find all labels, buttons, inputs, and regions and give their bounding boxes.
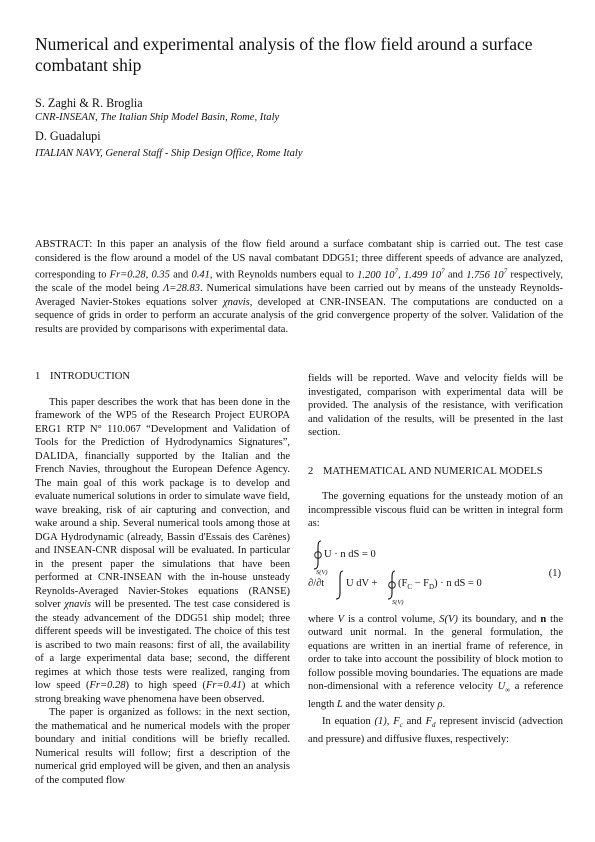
section-heading-models xyxy=(308,465,563,479)
equation-2-volume-term: U dV + xyxy=(346,577,378,589)
model-scale: Λ=28.83 xyxy=(162,283,201,294)
intro-paragraph-1: This paper describes the work that has been done in the framework of the WP5 of the Research Project EUROPA ERG1 RTP N° 110.067 “Development and Validation of Tools for the Prediction of Hydrodynamics Signatures”, DALIDA, financially supported by the Italian and the French Navies, throughout the European Defence Agency. The main goal of this work package is to develop and evaluate numerical solutions in order to simulate wave field, wave breaking, risk of air capturing and convection, and wake around a ship. Several numerical tools among those at DGA Hydrodynamic (already, Bassin d'Essais des Carènes) and INSEAN-CNR disposal will be evaluated. In particular in the present paper the simulations that have been performed at CNR-INSEAN with the in-house unsteady Reynolds-Averaged Navier-Stokes equations (RANSE) solver χnavis will be presented. The test case considered is the steady advancement of the DDG51 ship model; three different speeds will be investigated. The choice of this test is ascribed to two main reasons: first of all, the availability of a large experimental data base; second, the different regimes at which those tests were realized, ranging from low speed (Fr=0.28) to high speed (Fr=0.41) at which strong breaking wave phenomena have been observed. xyxy=(35,396,290,705)
right-column xyxy=(308,372,563,746)
paper-title: Numerical and experimental analysis of the flow field around a surface combatant ship xyxy=(35,34,533,75)
author-names-2: D. Guadalupi xyxy=(35,129,101,143)
models-paragraph-1: The governing equations for the unsteady motion of an incompressible viscous fluid can be written in integral form as: xyxy=(308,491,563,529)
solver-name: χnavis xyxy=(222,296,250,308)
abstract-text: and xyxy=(444,269,467,281)
abstract-text: In this paper an analysis of the flow field around a surface combatant ship is carried out. The test case considered is the flow around a model of the US naval combatant DDG51; three different speeds of advance are analyzed, corresponding to xyxy=(35,239,563,281)
froude-value: 0.41 xyxy=(191,269,210,281)
solver-name: χnavis xyxy=(64,599,92,610)
intro-paragraph-2: The paper is organized as follows: in the next section, the mathematical and he numerical models with the proper boundary and initial conditions will be briefly recalled. Numerical results will follow; first a description of the numerical grid employed will be given, and then an analysis of the computed flow xyxy=(35,707,290,786)
abstract-text: . Numerical simulations have been carried out by means of the unsteady Reynolds-Averaged Navier-Stokes equations solver xyxy=(35,283,563,308)
abstract xyxy=(35,238,563,336)
equation-number: (1) xyxy=(548,567,561,579)
author-names-1: S. Zaghi & R. Broglia xyxy=(35,96,143,110)
equation-1 xyxy=(308,539,563,605)
models-paragraph-2: where V is a control volume, S(V) its boundary, and n the outward unit normal. In the general formulation, the equations are written in an inertial frame of reference, in order to take into account the possibility of block motion to follow possible moving boundaries. The equations are made non-dimensional with a reference velocity $U_\infty$ a reference length L and the water density ρ. xyxy=(308,613,563,710)
reynolds-2: 1.499 $10^7$ xyxy=(403,267,445,281)
equation-1-term: U · n dS = 0 xyxy=(324,548,376,560)
abstract-text: and xyxy=(169,269,192,281)
section-number: 2 xyxy=(308,465,314,477)
equation-2-subscript: S(V) xyxy=(392,598,404,606)
equation-2-time-derivative: ∂/∂t xyxy=(308,577,325,589)
author-affiliation-1: CNR-INSEAN, The Italian Ship Model Basin, Rome, Italy xyxy=(35,112,280,123)
abstract-text: , developed at CNR-INSEAN. The computations are conducted on a sequence of grids in order to perform an accurate analysis of the grid convergence property of the solver. Validation of the results are provided by comparisons with experimental data. xyxy=(35,296,563,335)
abstract-text: , with Reynolds numbers equal to xyxy=(209,269,358,281)
left-column xyxy=(35,370,290,787)
section-number: 1 xyxy=(35,371,41,382)
reynolds-3: 1.756 $10^7$ xyxy=(466,267,508,281)
section-title: MATHEMATICAL AND NUMERICAL MODELS xyxy=(323,465,543,477)
intro-continuation: fields will be reported. Wave and velocity fields will be investigated, comparison with experimental data will be provided. The analysis of the resistance, with verification and validation of the results, will be presented in the last section. xyxy=(308,373,563,438)
abstract-text: respectively, the scale of the model being xyxy=(35,269,563,294)
section-heading-introduction xyxy=(35,370,290,384)
abstract-text: , xyxy=(397,269,404,281)
froude-value: Fr=0.41 xyxy=(205,680,242,691)
equation-1-subscript: S(V) xyxy=(316,568,328,576)
equation-2-flux-term: $(F_C - F_D) \cdot n$ dS = 0 xyxy=(398,577,482,591)
froude-value: Fr=0.28 xyxy=(89,680,126,691)
reynolds-1: 1.200 $10^7$ xyxy=(357,267,398,281)
froude-values: Fr=0.28, 0.35 xyxy=(109,269,170,281)
author-affiliation-2: ITALIAN NAVY, General Staff - Ship Design Office, Rome Italy xyxy=(35,148,303,159)
models-paragraph-3: In equation (1), $F_c$ and $F_d$ represent inviscid (advection and pressure) and diffusive fluxes, respectively: xyxy=(308,716,564,745)
abstract-label: ABSTRACT: xyxy=(35,239,93,250)
section-title: INTRODUCTION xyxy=(50,371,131,382)
